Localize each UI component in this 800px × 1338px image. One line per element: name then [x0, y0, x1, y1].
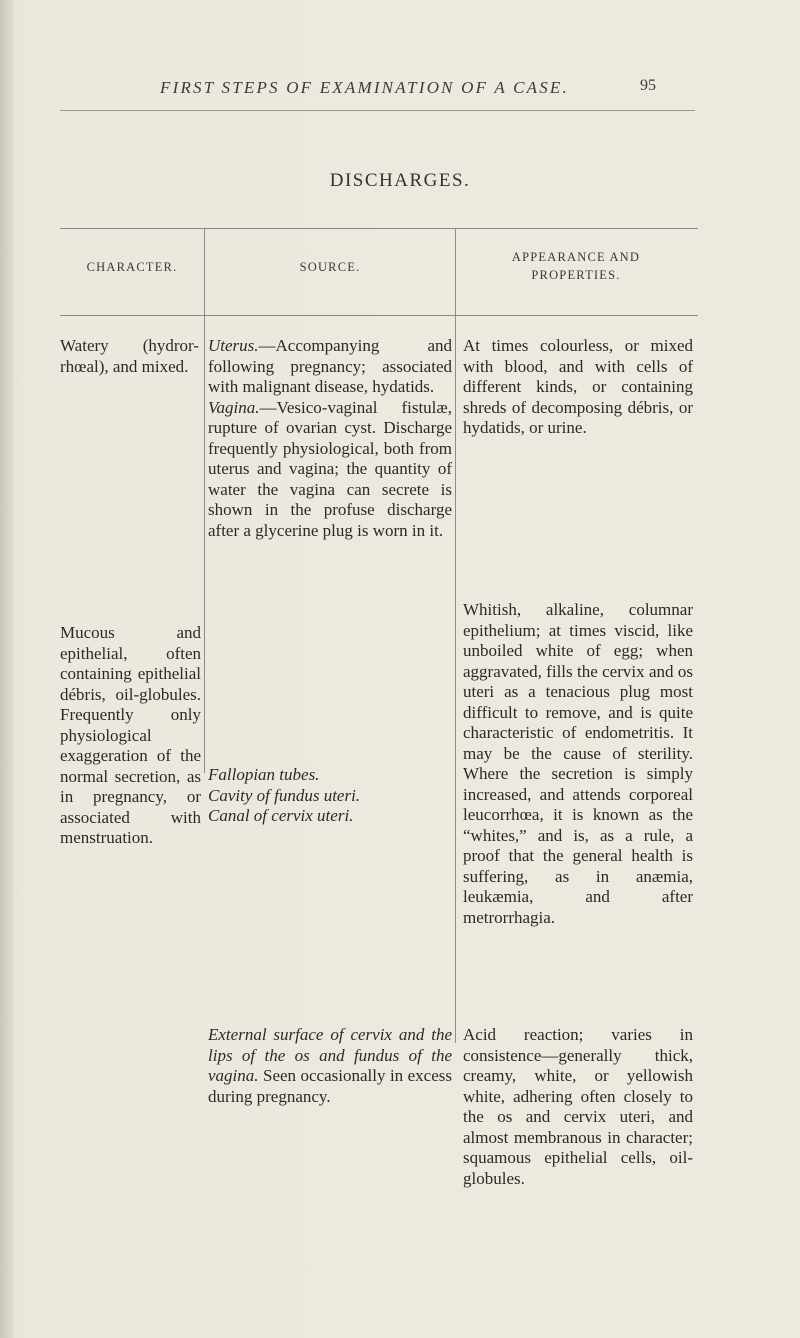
- column-header-character: CHARACTER.: [86, 260, 178, 274]
- source-fallopian-tubes: Fallopian tubes.: [208, 765, 320, 784]
- running-header: FIRST STEPS OF EXAMINATION OF A CASE.: [160, 78, 569, 97]
- source-external-label: External surface of cervix and the lips of the os and fundus of the vagina.: [208, 1025, 452, 1085]
- header-rule: [60, 110, 695, 111]
- column-header-source: SOURCE.: [299, 260, 361, 274]
- row-watery-character: Watery (hydror-rhœal), and mixed.: [60, 336, 199, 376]
- column-header-appearance-line1: APPEARANCE AND: [511, 250, 641, 264]
- page-number: 95: [640, 77, 656, 94]
- source-canal-cervix: Canal of cervix uteri.: [208, 806, 354, 825]
- table-top-rule: [60, 228, 698, 229]
- source-external-text: Seen occasionally in excess during pregnancy.: [208, 1066, 452, 1106]
- row-external-appearance: Acid reaction; varies in consistence—generally thick, creamy, white, or yellowish white, adhering often closely to the os and cervix uteri, and almost membranous in character; squamous epithelial cells, oil-globules.: [463, 1025, 693, 1188]
- row-mucous-source: [208, 765, 452, 827]
- page-spine-shadow: [0, 0, 14, 1338]
- row-mucous-character: Mucous and epithelial, often containing epithelial débris, oil-globules. Frequently only physiological exaggeration of the normal secretion, as in pregnancy, or associated with menstruation.: [60, 623, 201, 847]
- column-header-appearance: [456, 248, 696, 284]
- section-title: DISCHARGES.: [329, 170, 471, 191]
- column-divider-1: [204, 228, 205, 773]
- source-vagina-label: Vagina.: [208, 397, 260, 417]
- row-mucous-appearance: Whitish, alkaline, columnar epithelium; at times viscid, like unboiled white of egg; when aggravated, fills the cervix and os uteri as a tenacious plug most difficult to remove, and is quite characteristic of endometritis. It may be the cause of sterility. Where the secretion is simply increased, and attends corporeal leucorrhœa, it is known as the “whites,” and is, as a rule, a proof that the general health is suffering, as in anæmia, leukæmia, and after metrorrhagia.: [463, 600, 693, 927]
- source-uterus-text: —Accompanying and following pregnancy; associated with malignant disease, hydatids.: [208, 336, 452, 396]
- row-external-source: [208, 1025, 452, 1107]
- source-vagina-text: —Vesico-vaginal fistulæ, rupture of ovarian cyst. Discharge frequently physiological, both from uterus and vagina; the quantity of water the vagina can secrete is shown in the profuse discharge after a glycerine plug is worn in it.: [208, 397, 452, 540]
- row-watery-source: [208, 336, 452, 541]
- column-divider-2: [455, 228, 456, 1043]
- table-header-rule: [60, 315, 698, 316]
- source-uterus-label: Uterus.: [208, 336, 259, 355]
- source-cavity-fundus: Cavity of fundus uteri.: [208, 785, 361, 805]
- column-header-appearance-line2: PROPERTIES.: [531, 268, 621, 282]
- row-watery-appearance: At times colourless, or mixed with blood, and with cells of different kinds, or containing shreds of decomposing débris, or hydatids, or urine.: [463, 336, 693, 437]
